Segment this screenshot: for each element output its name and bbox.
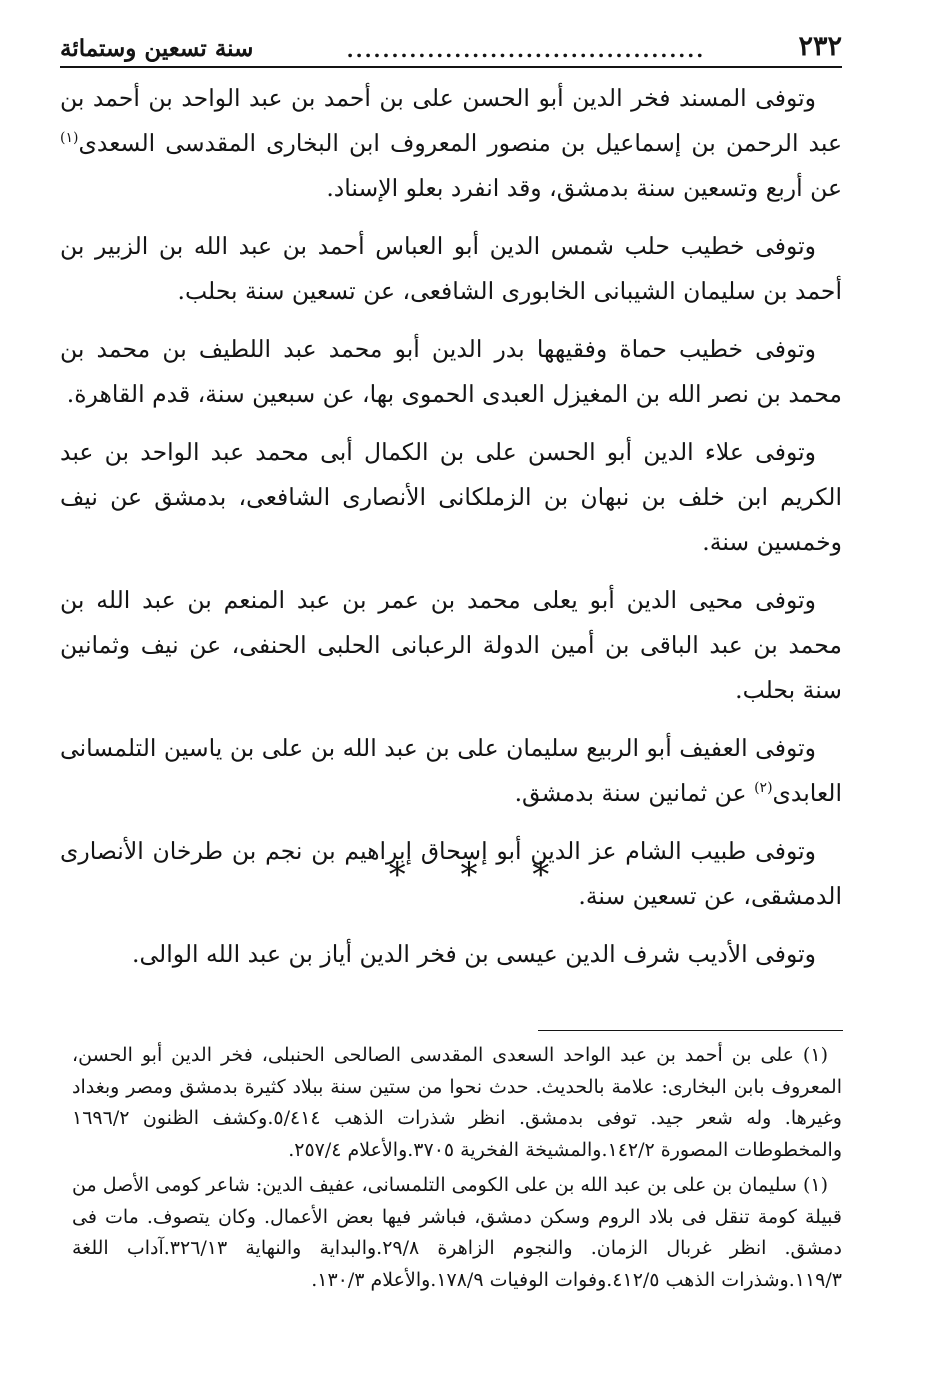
- obituary-entry: [60, 578, 842, 713]
- entry-text: وتوفى محيى الدين أبو يعلى محمد بن عمر بن عبد المنعم بن عبد الله بن محمد بن عبد الباقى بن أمين الدولة الرعبانى الحلبى الحنفى، عن نيف وثمانين سنة بحلب.: [60, 586, 842, 704]
- header-leader-dots: ........................................: [346, 38, 706, 62]
- footnote-item: (١) سليمان بن على بن عبد الله بن على الكومى التلمسانى، عفيف الدين: شاعر كومى الأصل من قبيلة كومة تنقل فى بلاد الروم وسكن دمشق، فباشر فيها بعض الأعمال. وكان يتصوف. مات فى دمشق. انظر غربال الزمان. والنجوم الزاهرة ٢٩/٨.والبداية والنهاية ٣٢٦/١٣.آداب اللغة ١١٩/٣.وشذرات الذهب ٤١٢/٥.وفوات الوفيات ١٧٨/٩.والأعلام ١٣٠/٣.: [72, 1174, 842, 1291]
- entry-text: وتوفى المسند فخر الدين أبو الحسن على بن أحمد بن عبد الواحد بن أحمد بن عبد الرحمن بن إسماعيل بن منصور المعروف ابن البخارى المقدسى السعدى: [60, 84, 842, 157]
- entry-text: وتوفى الأديب شرف الدين عيسى بن فخر الدين أياز بن عبد الله الوالى.: [132, 940, 816, 968]
- entry-text: عن ثمانين سنة بدمشق.: [514, 779, 755, 807]
- obituary-entry: [60, 726, 842, 816]
- obituary-entry: [60, 76, 842, 211]
- entry-text: عن أربع وتسعين سنة بدمشق، وقد انفرد بعلو الإسناد.: [326, 174, 842, 202]
- entry-text: وتوفى خطيب حلب شمس الدين أبو العباس أحمد بن عبد الله بن الزبير بن أحمد بن سليمان الشيبانى الخابورى الشافعى، عن تسعين سنة بحلب.: [60, 232, 842, 305]
- entry-text: وتوفى خطيب حماة وفقيهها بدر الدين أبو محمد عبد اللطيف بن محمد بن محمد بن نصر الله بن المغيزل العبدى الحموى بها، عن سبعين سنة، قدم القاهرة.: [60, 335, 842, 408]
- obituary-entry: [60, 430, 842, 565]
- footnote-reference: (٢): [754, 780, 773, 797]
- obituary-entry: [60, 327, 842, 417]
- entry-text: وتوفى علاء الدين أبو الحسن على بن الكمال أبى محمد عبد الواحد بن عبد الكريم ابن خلف بن نبهان بن الزملكانى الأنصارى الشافعى، بدمشق عن نيف وخمسين سنة.: [60, 438, 842, 556]
- page-number: ٢٣٢: [798, 31, 842, 62]
- footnote-divider: [538, 1030, 843, 1031]
- footnotes: [72, 1040, 842, 1300]
- obituary-entry: [60, 932, 842, 977]
- footnote-reference: (١): [60, 130, 79, 147]
- section-separator: * * *: [388, 855, 572, 895]
- running-title: سنة تسعين وستمائة: [60, 35, 254, 62]
- main-text: [60, 76, 842, 990]
- entry-text: وتوفى العفيف أبو الربيع سليمان على بن عبد الله بن على بن ياسين التلمسانى العابدى: [60, 734, 842, 807]
- footnote-item: (١) على بن أحمد بن عبد الواحد السعدى المقدسى الصالحى الحنبلى، فخر الدين أبو الحسن، المعروف بابن البخارى: علامة بالحديث. حدث نحوا من ستين سنة ببلاد كثيرة بدمشق ومصر وبغداد وغيرها. وله شعر جيد. توفى بدمشق. انظر شذرات الذهب ٥/٤١٤.وكشف الظنون ١٦٩٦/٢ والمخطوطات المصورة ١٤٢/٢.والمشيخة الفخرية ٣٧٠٥.والأعلام ٢٥٧/٤.: [72, 1044, 842, 1161]
- page-header: [60, 28, 842, 68]
- obituary-entry: [60, 224, 842, 314]
- entry-text: وتوفى طبيب الشام عز الدين أبو إسحاق إبراهيم بن نجم بن طرخان الأنصارى الدمشقى، عن تسعين سنة.: [60, 837, 842, 910]
